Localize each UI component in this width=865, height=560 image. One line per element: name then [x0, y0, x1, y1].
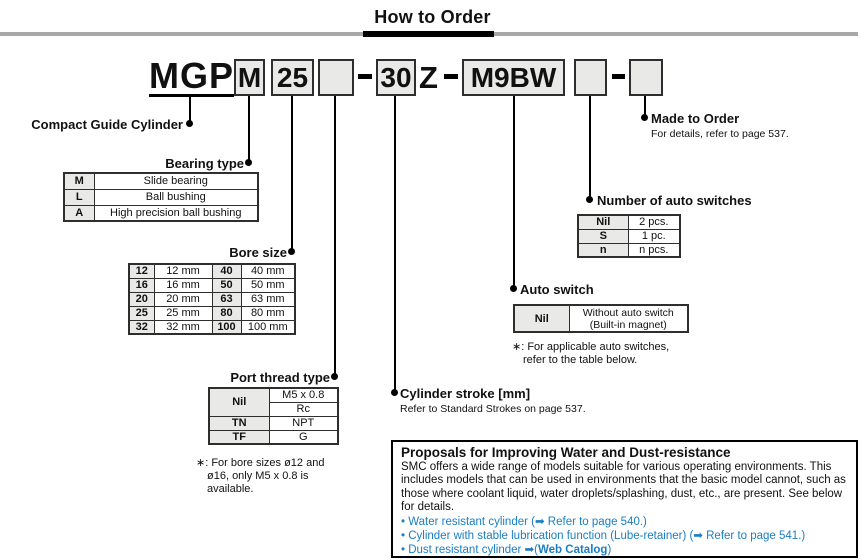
value-cell: 40 mm	[241, 264, 295, 278]
connector-autoswitch	[513, 96, 515, 288]
value-cell: 16 mm	[154, 278, 212, 292]
bore-size-table	[128, 263, 296, 335]
table-row	[129, 278, 295, 292]
value-cell: 63 mm	[241, 292, 295, 306]
link-dust-resistant-cylinder[interactable]: • Dust resistant cylinder ➡(Web Catalog)	[401, 543, 612, 556]
table-row	[129, 306, 295, 320]
model-dash-2	[444, 74, 458, 79]
model-dash-3	[612, 74, 625, 79]
value-cell: 2 pcs.	[628, 215, 680, 229]
table-row	[209, 430, 338, 444]
model-dash-1	[358, 74, 372, 79]
code-cell: S	[578, 229, 628, 243]
value-cell: 50 mm	[241, 278, 295, 292]
code-cell: 80	[212, 306, 241, 320]
table-row	[129, 320, 295, 334]
code-cell: Nil	[514, 305, 569, 332]
table-row	[64, 173, 258, 189]
value-cell: NPT	[269, 416, 338, 430]
value-cell: 32 mm	[154, 320, 212, 334]
value-cell: 80 mm	[241, 306, 295, 320]
auto-switch-qty-table	[577, 214, 681, 258]
bullet-qty	[586, 196, 593, 203]
page-title: How to Order	[374, 7, 491, 27]
auto-switch-table	[513, 304, 689, 333]
model-mto-box	[629, 59, 663, 96]
label-compact-guide-cylinder: Compact Guide Cylinder	[31, 117, 183, 132]
label-made-to-order: Made to Order	[651, 111, 740, 126]
value-cell: High precision ball bushing	[94, 205, 258, 221]
value-cell: n pcs.	[628, 243, 680, 257]
code-cell: 32	[129, 320, 154, 334]
value-cell: 20 mm	[154, 292, 212, 306]
value-cell: M5 x 0.8	[269, 388, 338, 402]
value-cell: 1 pc.	[628, 229, 680, 243]
model-z-char: Z	[419, 59, 438, 95]
label-number-of-auto-switches: Number of auto switches	[597, 193, 752, 208]
code-cell: 40	[212, 264, 241, 278]
port-thread-table	[208, 387, 339, 445]
code-cell: 16	[129, 278, 154, 292]
connector-bore	[291, 96, 293, 251]
port-thread-note: ∗: For bore sizes ø12 and ø16, only M5 x 0.8 is available.	[196, 457, 325, 495]
table-row	[578, 215, 680, 229]
connector-port	[334, 96, 336, 376]
table-row	[64, 189, 258, 205]
value-cell: Ball bushing	[94, 189, 258, 205]
proposals-title: Proposals for Improving Water and Dust-resistance	[401, 445, 731, 460]
code-cell: L	[64, 189, 94, 205]
code-cell: 12	[129, 264, 154, 278]
bearing-type-table	[63, 172, 259, 222]
connector-qty	[589, 96, 591, 199]
auto-switch-note: ∗: For applicable auto switches, refer to the table below.	[512, 341, 670, 366]
model-prefix: MGP	[149, 55, 235, 96]
value-cell: Without auto switch (Built-in magnet)	[569, 305, 688, 332]
bullet-bearing	[245, 159, 252, 166]
code-cell: Nil	[578, 215, 628, 229]
proposals-box	[391, 440, 858, 558]
connector-stroke	[394, 96, 396, 392]
table-row	[209, 388, 338, 402]
bullet-autoswitch	[510, 285, 517, 292]
label-auto-switch: Auto switch	[520, 282, 594, 297]
bullet-mto	[641, 114, 648, 121]
table-row	[129, 264, 295, 278]
code-cell: Nil	[209, 388, 269, 416]
code-cell: 100	[212, 320, 241, 334]
code-cell: 50	[212, 278, 241, 292]
bullet-compact	[186, 120, 193, 127]
code-cell: n	[578, 243, 628, 257]
value-cell: 12 mm	[154, 264, 212, 278]
table-row	[578, 243, 680, 257]
label-port-thread-type: Port thread type	[230, 370, 330, 385]
label-bore-size: Bore size	[229, 245, 287, 260]
model-bearing-box: M	[234, 59, 265, 96]
proposals-body: SMC offers a wide range of models suitable for various operating environments. This includes models that can be used in environments that the basic model cannot, such as those where coolant liquid, water droplets/splashing, dust, etc., are present. See below for details.	[401, 461, 846, 514]
value-cell: Slide bearing	[94, 173, 258, 189]
value-cell: G	[269, 430, 338, 444]
code-cell: 20	[129, 292, 154, 306]
code-cell: M	[64, 173, 94, 189]
model-stroke-box: 30	[376, 59, 416, 96]
model-port-box	[318, 59, 354, 96]
link-water-resistant-cylinder[interactable]: • Water resistant cylinder (➡ Refer to page 540.)	[401, 515, 647, 528]
model-qty-box	[574, 59, 607, 96]
code-cell: A	[64, 205, 94, 221]
value-cell: Rc	[269, 402, 338, 416]
table-row	[64, 205, 258, 221]
table-row	[514, 305, 688, 332]
table-row	[209, 416, 338, 430]
made-to-order-note: For details, refer to page 537.	[651, 128, 789, 140]
model-autoswitch-box: M9BW	[462, 59, 565, 96]
label-bearing-type: Bearing type	[165, 156, 244, 171]
table-row	[578, 229, 680, 243]
code-cell: 25	[129, 306, 154, 320]
code-cell: TN	[209, 416, 269, 430]
code-cell: TF	[209, 430, 269, 444]
code-cell: 63	[212, 292, 241, 306]
bullet-bore	[288, 248, 295, 255]
header-rule-black	[363, 31, 494, 37]
value-cell: 100 mm	[241, 320, 295, 334]
cylinder-stroke-note: Refer to Standard Strokes on page 537.	[400, 403, 586, 415]
table-row	[129, 292, 295, 306]
label-cylinder-stroke: Cylinder stroke [mm]	[400, 386, 531, 401]
bullet-port	[331, 373, 338, 380]
connector-bearing	[248, 96, 250, 162]
bullet-stroke	[391, 389, 398, 396]
value-cell: 25 mm	[154, 306, 212, 320]
link-lube-retainer-cylinder[interactable]: • Cylinder with stable lubrication function (Lube-retainer) (➡ Refer to page 541.)	[401, 529, 806, 542]
model-bore-box: 25	[271, 59, 314, 96]
